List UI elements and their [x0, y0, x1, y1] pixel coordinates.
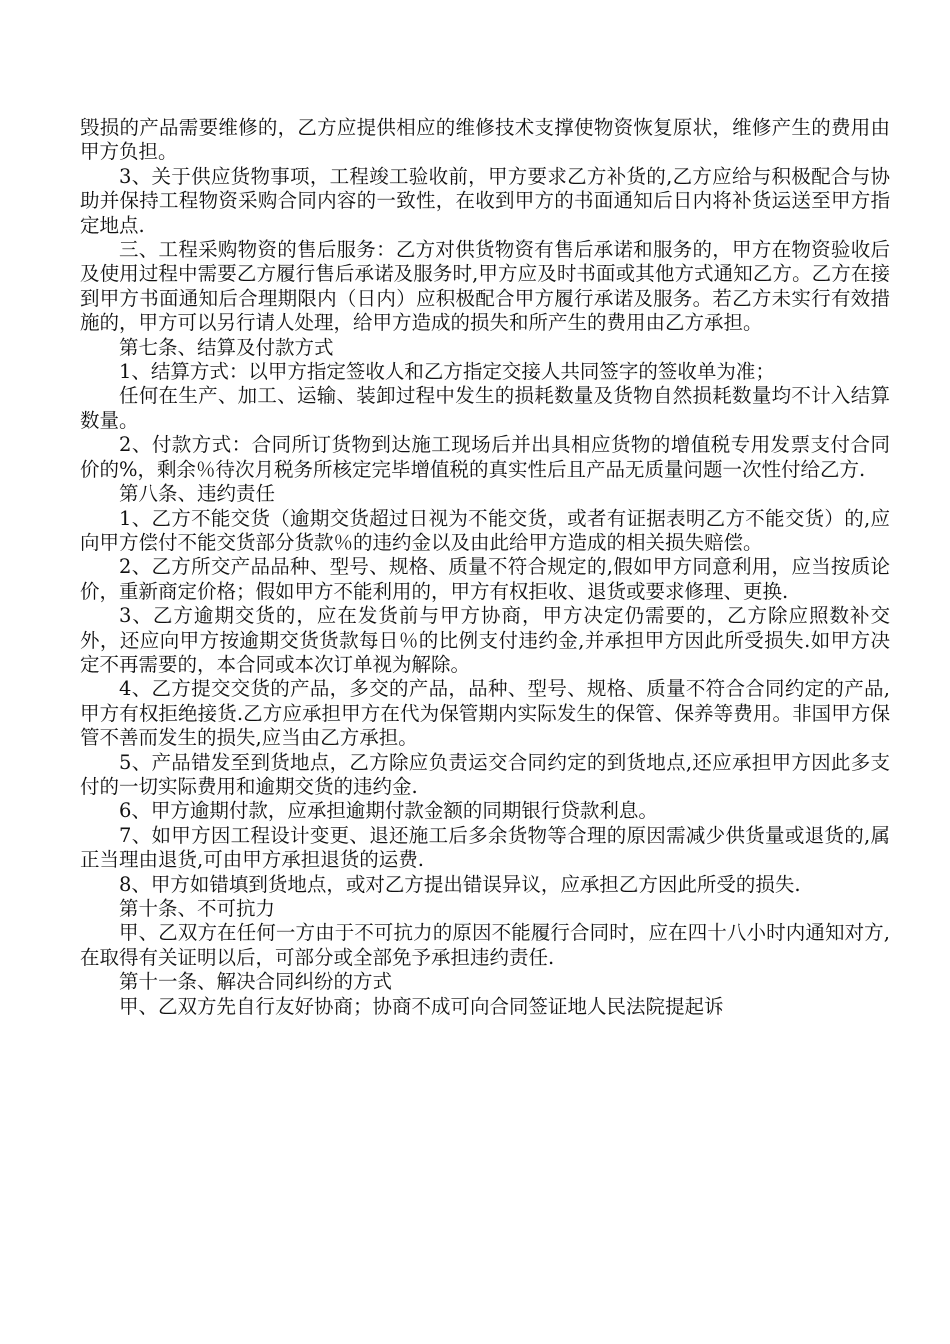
- paragraph-supply-replenish: 3、关于供应货物事项，工程竣工验收前，甲方要求乙方补货的,乙方应给与积极配合与协助并保持工程物资采购合同内容的一致性，在收到甲方的书面通知后日内将补货运送至甲方指定地点.: [80, 164, 890, 237]
- heading-article-8: 第八条、违约责任: [119, 482, 276, 506]
- paragraph-payment-method: 2、付款方式：合同所订货物到达施工现场后并出具相应货物的增值税专用发票支付合同价的%，剩余％待次月税务所核定完毕增值税的真实性后且产品无质量问题一次性付给乙方.: [80, 433, 890, 481]
- paragraph-breach-4: 4、乙方提交交货的产品，多交的产品，品种、型号、规格、质量不符合合同约定的产品,甲方有权拒绝接货.乙方应承担甲方在代为保管期内实际发生的保管、保养等费用。非国甲方保管不善而发生的损失,应当由乙方承担。: [80, 677, 890, 750]
- paragraph-settlement-method: 1、结算方式：以甲方指定签收人和乙方指定交接人共同签字的签收单为准；: [119, 360, 775, 384]
- paragraph-after-sales: 三、工程采购物资的售后服务：乙方对供货物资有售后承诺和服务的，甲方在物资验收后及使用过程中需要乙方履行售后承诺及服务时,甲方应及时书面或其他方式通知乙方。乙方在接到甲方书面通知后合理期限内（日内）应积极配合甲方履行承诺及服务。若乙方未实行有效措施的，甲方可以另行请人处理，给甲方造成的损失和所产生的费用由乙方承担。: [80, 238, 890, 335]
- heading-article-11: 第十一条、解决合同纠纷的方式: [119, 970, 393, 994]
- paragraph-breach-8: 8、甲方如错填到货地点，或对乙方提出错误异议，应承担乙方因此所受的损失.: [119, 872, 801, 896]
- paragraph-repair-cost: 毁损的产品需要维修的，乙方应提供相应的维修技术支撑使物资恢复原状，维修产生的费用由甲方负担。: [80, 116, 890, 164]
- paragraph-breach-1: 1、乙方不能交货（逾期交货超过日视为不能交货，或者有证据表明乙方不能交货）的,应向甲方偿付不能交货部分货款％的违约金以及由此给甲方造成的相关损失赔偿。: [80, 506, 890, 554]
- paragraph-breach-2: 2、乙方所交产品品种、型号、规格、质量不符合规定的,假如甲方同意利用，应当按质论价，重新商定价格；假如甲方不能利用的，甲方有权拒收、退货或要求修理、更换.: [80, 555, 890, 603]
- paragraph-breach-6: 6、甲方逾期付款，应承担逾期付款金额的同期银行贷款利息。: [119, 799, 658, 823]
- paragraph-dispute-resolution: 甲、乙双方先自行友好协商；协商不成可向合同签证地人民法院提起诉: [119, 994, 724, 1018]
- paragraph-breach-3: 3、乙方逾期交货的，应在发货前与甲方协商，甲方决定仍需要的，乙方除应照数补交外，还应向甲方按逾期交货货款每日％的比例支付违约金,并承担甲方因此所受损失.如甲方决定不再需要的，本合同或本次订单视为解除。: [80, 604, 890, 676]
- heading-article-10: 第十条、不可抗力: [119, 897, 276, 920]
- paragraph-force-majeure: 甲、乙双方在任何一方由于不可抗力的原因不能履行合同时，应在四十八小时内通知对方,在取得有关证明以后，可部分或全部免予承担违约责任.: [80, 921, 890, 969]
- paragraph-breach-5: 5、产品错发至到货地点，乙方除应负责运交合同约定的到货地点,还应承担甲方因此多支付的一切实际费用和逾期交货的违约金.: [80, 750, 890, 798]
- paragraph-breach-7: 7、如甲方因工程设计变更、退还施工后多余货物等合理的原因需减少供货量或退货的,属正当理由退货,可由甲方承担退货的运费.: [80, 823, 890, 872]
- paragraph-loss-quantity: 任何在生产、加工、运输、装卸过程中发生的损耗数量及货物自然损耗数量均不计入结算数量。: [80, 384, 890, 432]
- document-page: [80, 116, 890, 1019]
- heading-article-7: 第七条、结算及付款方式: [119, 335, 334, 359]
